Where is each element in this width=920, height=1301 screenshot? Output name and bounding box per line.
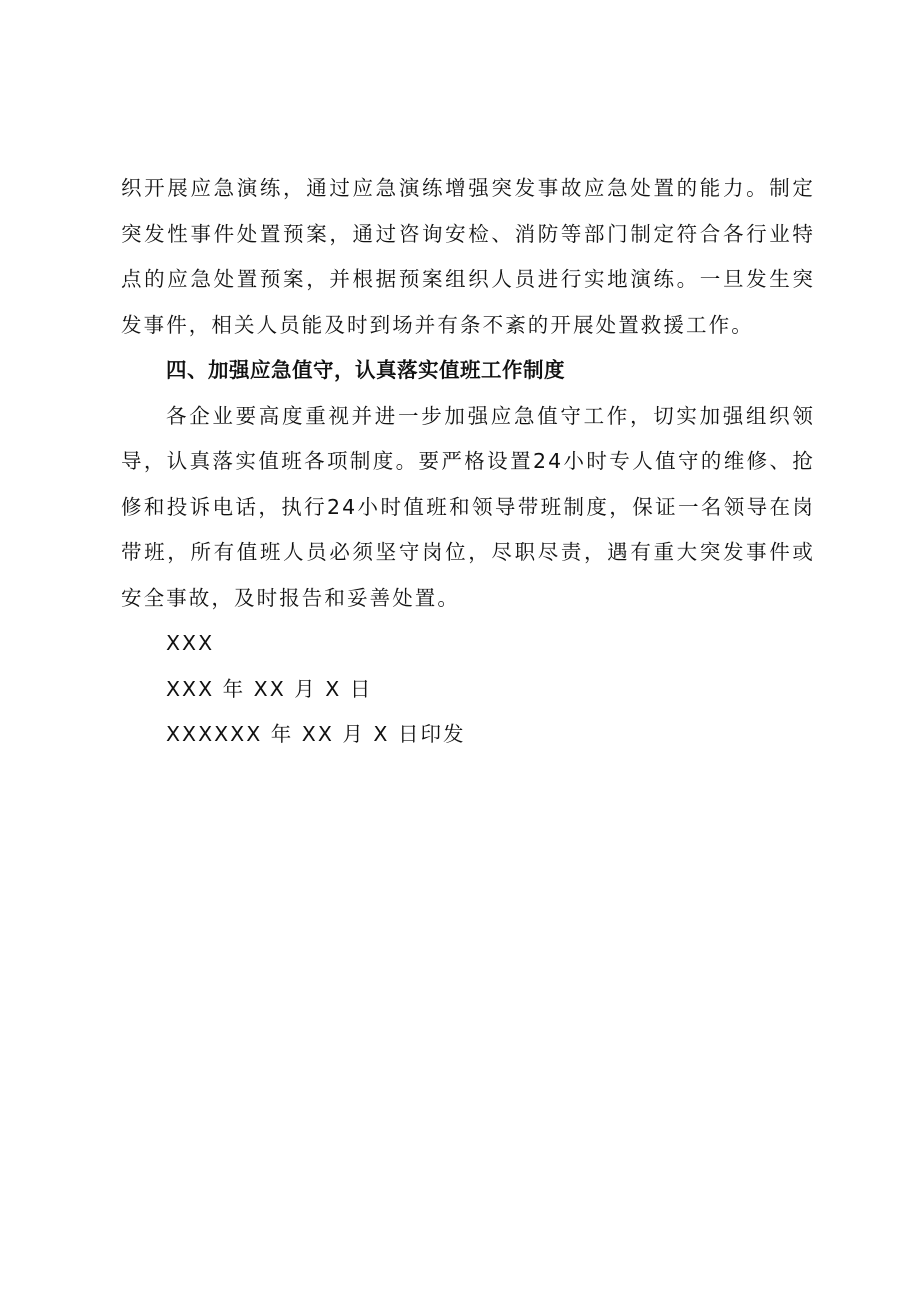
signature-organization: XXX [166, 631, 215, 655]
paragraph-continuation: 织开展应急演练，通过应急演练增强突发事故应急处置的能力。制定突发性事件处置预案，通过咨询安检、消防等部门制定符合各行业特点的应急处置预案，并根据预案组织人员进行实地演练。一旦发生突发事件，相关人员能及时到场并有条不紊的开展处置救援工作。 [121, 176, 815, 337]
document-body [121, 166, 815, 758]
section-body: 各企业要高度重视并进一步加强应急值守工作，切实加强组织领导，认真落实值班各项制度。要严格设置24小时专人值守的维修、抢修和投诉电话，执行24小时值班和领导带班制度，保证一名领导在岗带班，所有值班人员必须坚守岗位，尽职尽责，遇有重大突发事件或安全事故，及时报告和妥善处置。 [121, 403, 815, 610]
section-heading: 四、加强应急值守，认真落实值班工作制度 [166, 358, 565, 382]
issue-line: XXXXXX 年 XX 月 X 日印发 [166, 722, 466, 746]
signature-date: XXX 年 XX 月 X 日 [166, 676, 373, 701]
